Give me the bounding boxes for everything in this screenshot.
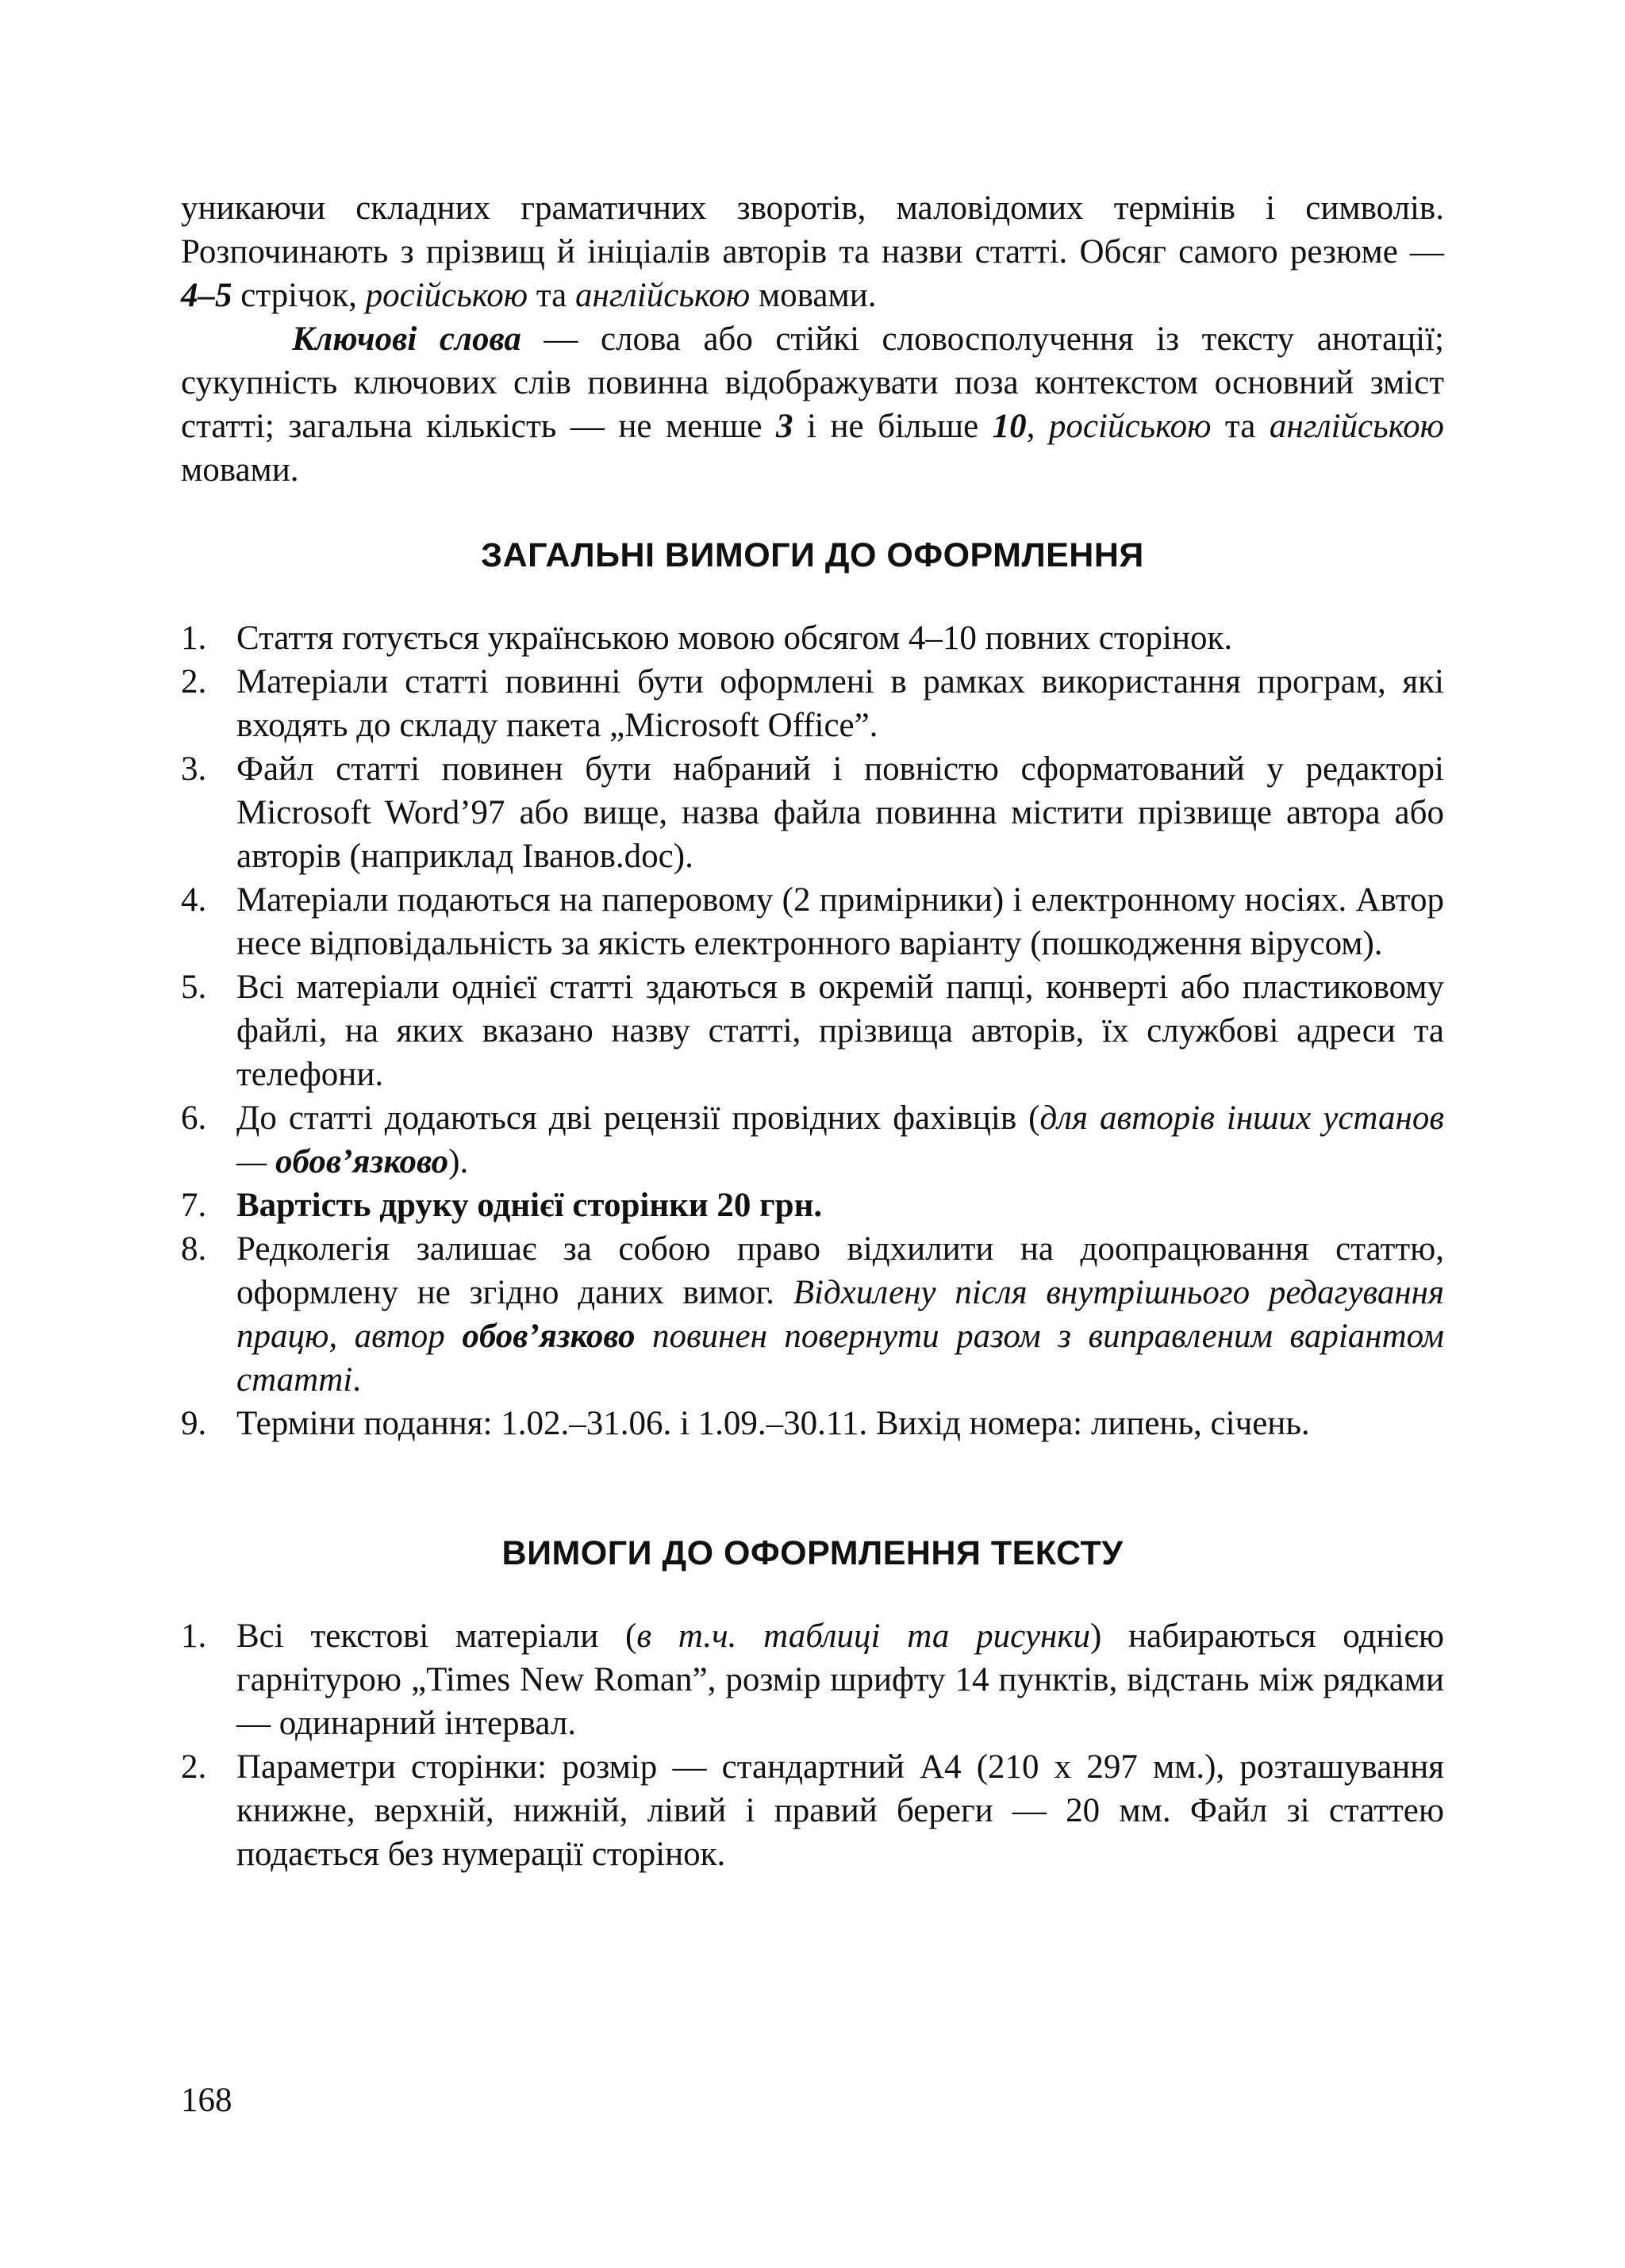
- list-item: [181, 1745, 1444, 1876]
- text-run: в т.ч. таблиці та рисунки: [636, 1618, 1090, 1655]
- list-item-number: 2.: [181, 663, 207, 700]
- text-run: Файл статті повинен бути набраний і повністю сформатований у редакторі Microsoft Word’97 або вище, назва файла повинна містити прізвище автора або авторів (наприклад Іванов.doc).: [236, 750, 1444, 875]
- text-run: — слова або стійкі словосполучення із тексту анотації; сукупність ключових слів повинна відображувати поза контекстом основний зміст статті; загальна кількість — не менше: [181, 320, 1444, 445]
- list-item-number: 9.: [181, 1405, 207, 1442]
- text-run: Редколегія залишає за собою право відхилити на доопрацювання статтю, оформлену не згідно даних вимог.: [236, 1230, 1444, 1311]
- text-run: Параметри сторінки: розмір — стандартний А4 (210 х 297 мм.), розташування книжне, верхній, нижній, лівий і правий береги — 20 мм. Файл зі статтею подається без нумерації сторінок.: [236, 1748, 1444, 1873]
- list-item-number: 1.: [181, 1618, 207, 1655]
- text-run: російською: [1048, 408, 1212, 445]
- text-requirements-list: [181, 1614, 1444, 1876]
- page-number: 168: [181, 2082, 232, 2119]
- text-run: Матеріали статті повинні бути оформлені в рамках використання програм, які входять до складу пакета „Microsoft Office”.: [236, 663, 1444, 744]
- text-run: і не більше: [793, 408, 993, 445]
- text-run: та: [1211, 408, 1270, 445]
- text-run: Матеріали подаються на паперовому (2 примірники) і електронному носіях. Автор несе відповідальність за якість електронного варіанту (пошкодження вірусом).: [236, 881, 1444, 962]
- list-item-number: 2.: [181, 1748, 207, 1786]
- text-run: повинен повернути разом з виправленим варіантом статті: [236, 1318, 1444, 1399]
- list-item: [181, 965, 1444, 1096]
- list-item: [181, 1184, 1444, 1227]
- text-run: .: [352, 1361, 361, 1399]
- text-run: 10: [992, 408, 1027, 445]
- section-title-text: ВИМОГИ ДО ОФОРМЛЕННЯ ТЕКСТУ: [501, 1534, 1124, 1572]
- text-run: обов’язково: [462, 1318, 636, 1355]
- list-item: [181, 878, 1444, 965]
- general-requirements-list: [181, 616, 1444, 1445]
- page-content: [181, 186, 1444, 1876]
- text-run: для авторів інших установ —: [236, 1099, 1444, 1180]
- text-run: та: [528, 277, 576, 314]
- text-run: ) набираються однією гарнітурою „Times New Roman”, розмір шрифту 14 пунктів, відстань між рядками — одинарний інтервал.: [236, 1618, 1444, 1742]
- list-item: [181, 1096, 1444, 1184]
- text-run: Вартість друку однієї сторінки 20 грн.: [236, 1187, 823, 1224]
- keywords-paragraph: [181, 317, 1444, 492]
- text-run: ).: [448, 1143, 469, 1180]
- text-run: Відхилену після внутрішнього редагування працю, автор: [236, 1274, 1444, 1355]
- text-run: уникаючи складних граматичних зворотів, маловідомих термінів і символів. Розпочинають з прізвищ й ініціалів авторів та назви статті. Обсяг самого резюме —: [181, 190, 1444, 271]
- text-run: ,: [1026, 408, 1049, 445]
- text-run: 4–5: [181, 277, 232, 314]
- text-run: Терміни подання: 1.02.–31.06. і 1.09.–30.11. Вихід номера: липень, січень.: [236, 1405, 1310, 1442]
- text-run: англійською: [575, 277, 751, 314]
- text-run: обов’язково: [275, 1143, 449, 1180]
- list-item-number: 5.: [181, 969, 207, 1006]
- text-run: російською: [365, 277, 528, 314]
- text-run: Всі текстові матеріали (: [236, 1618, 637, 1655]
- abstract-paragraph: [181, 186, 1444, 317]
- text-run: Всі матеріали однієї статті здаються в окремій папці, конверті або пластиковому файлі, на яких вказано назву статті, прізвища авторів, їх службові адреси та телефони.: [236, 969, 1444, 1093]
- text-run: англійською: [1269, 408, 1444, 445]
- list-item-number: 7.: [181, 1187, 207, 1224]
- list-item: [181, 1402, 1444, 1445]
- list-item-number: 1.: [181, 620, 207, 657]
- list-item: [181, 616, 1444, 660]
- section-title-general: ЗАГАЛЬНІ ВИМОГИ ДО ОФОРМЛЕННЯ: [481, 536, 1144, 574]
- list-item: [181, 1614, 1444, 1745]
- list-item: [181, 1227, 1444, 1402]
- list-item: [181, 747, 1444, 878]
- list-item-number: 3.: [181, 750, 207, 788]
- text-run: стрічок,: [232, 277, 366, 314]
- list-item-number: 8.: [181, 1230, 207, 1268]
- list-item-number: 4.: [181, 881, 207, 919]
- text-run: Стаття готується українською мовою обсягом 4–10 повних сторінок.: [236, 620, 1233, 657]
- list-item: [181, 660, 1444, 747]
- list-item-number: 6.: [181, 1099, 207, 1137]
- text-run: мовами.: [181, 451, 299, 489]
- text-run: мовами.: [750, 277, 877, 314]
- text-run: До статті додаються дві рецензії провідних фахівців (: [236, 1099, 1040, 1137]
- text-run: Ключові слова: [292, 320, 521, 358]
- text-run: 3: [776, 408, 793, 445]
